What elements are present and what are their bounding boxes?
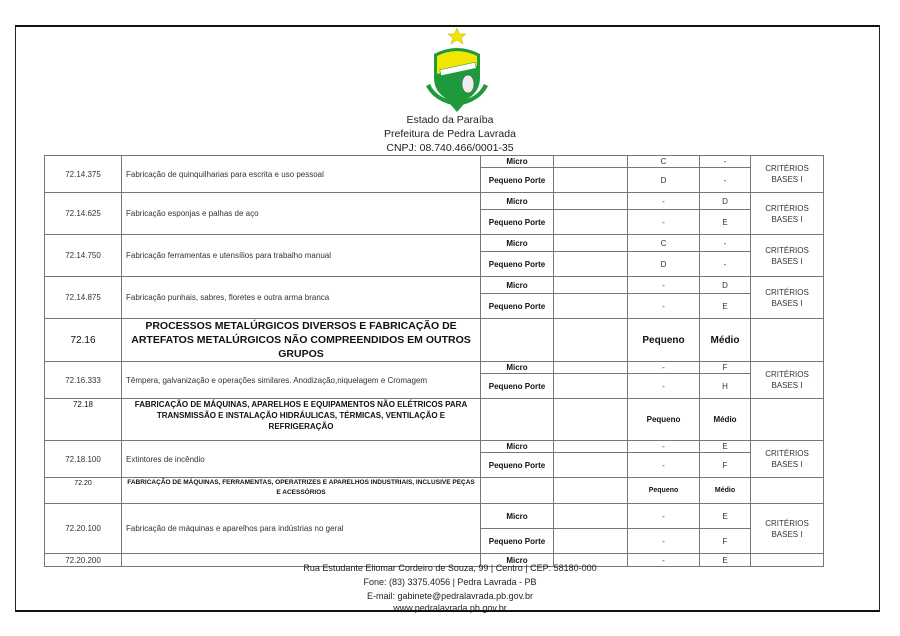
class-small: - <box>628 277 700 294</box>
company-size: Pequeno Porte <box>481 168 554 193</box>
activity-code: 72.16.333 <box>45 362 122 399</box>
table-row <box>45 235 824 252</box>
activity-code: 72.20.200 <box>45 554 122 567</box>
class-medium: E <box>700 294 751 319</box>
empty-cell <box>554 252 628 277</box>
activity-code: 72.14.625 <box>45 193 122 235</box>
empty-cell <box>554 294 628 319</box>
company-size: Pequeno Porte <box>481 529 554 554</box>
group-title: FABRICAÇÃO DE MÁQUINAS, FERRAMENTAS, OPERATRIZES E APARELHOS INDUSTRIAIS, INCLUSIVE PEÇAS E ACESSÓRIOS <box>122 478 481 504</box>
class-small: - <box>628 210 700 235</box>
empty-cell <box>554 277 628 294</box>
group-code: 72.16 <box>45 319 122 362</box>
footer-email: E-mail: gabinete@pedralavrada.pb.gov.br <box>366 591 534 601</box>
class-medium: D <box>700 277 751 294</box>
class-small: D <box>628 252 700 277</box>
footer-address: Rua Estudante Eliomar Cordeiro de Souza, 99 | Centro | CEP: 58180-000 <box>303 563 597 573</box>
city-hall-name: Prefeitura de Pedra Lavrada <box>384 128 516 140</box>
group-code: 72.18 <box>45 399 122 441</box>
header-small: Pequeno <box>628 399 700 441</box>
class-small: - <box>628 362 700 374</box>
class-small: C <box>628 235 700 252</box>
criteria: CRITÉRIOS BASES I <box>751 235 824 277</box>
criteria: CRITÉRIOS BASES I <box>751 277 824 319</box>
company-size: Pequeno Porte <box>481 252 554 277</box>
table-row <box>45 193 824 210</box>
activity-code: 72.20.100 <box>45 504 122 554</box>
company-size: Pequeno Porte <box>481 453 554 478</box>
footer-website: www.pedralavrada.pb.gov.br <box>393 603 507 613</box>
class-medium: F <box>700 529 751 554</box>
company-size: Micro <box>481 441 554 453</box>
class-small: - <box>628 294 700 319</box>
activities-table <box>44 155 824 567</box>
group-title: FABRICAÇÃO DE MÁQUINAS, APARELHOS E EQUIPAMENTOS NÃO ELÉTRICOS PARA TRANSMISSÃO E INSTALAÇÃO HIDRÁULICAS, TÉRMICAS, VENTILAÇÃO E REFRIGERAÇÃO <box>122 399 481 441</box>
class-small: - <box>628 554 700 567</box>
class-small: - <box>628 441 700 453</box>
group-header-row <box>45 478 824 504</box>
header-medium: Médio <box>700 478 751 504</box>
activity-description: Fabricação de máquinas e aparelhos para indústrias no geral <box>122 504 481 554</box>
class-medium: F <box>700 362 751 374</box>
class-medium: - <box>700 156 751 168</box>
company-size: Micro <box>481 504 554 529</box>
state-name: Estado da Paraíba <box>406 114 494 126</box>
empty-cell <box>481 478 554 504</box>
empty-cell <box>751 399 824 441</box>
company-size: Micro <box>481 277 554 294</box>
company-size: Micro <box>481 193 554 210</box>
class-medium: E <box>700 210 751 235</box>
header-small: Pequeno <box>628 319 700 362</box>
company-size: Micro <box>481 362 554 374</box>
empty-cell <box>481 319 554 362</box>
group-code: 72.20 <box>45 478 122 504</box>
activity-description: Fabricação punhais, sabres, floretes e outra arma branca <box>122 277 481 319</box>
empty-cell <box>751 319 824 362</box>
empty-cell <box>554 235 628 252</box>
company-size: Pequeno Porte <box>481 374 554 399</box>
activity-code: 72.18.100 <box>45 441 122 478</box>
class-small: - <box>628 529 700 554</box>
coat-of-arms-logo <box>422 26 492 112</box>
class-small: D <box>628 168 700 193</box>
table-row <box>45 156 824 168</box>
empty-cell <box>554 529 628 554</box>
activity-description: Têmpera, galvanização e operações similares. Anodização,niquelagem e Cromagem <box>122 362 481 399</box>
table-row <box>45 277 824 294</box>
class-medium: E <box>700 504 751 529</box>
empty-cell <box>554 193 628 210</box>
activity-code: 72.14.750 <box>45 235 122 277</box>
header-small: Pequeno <box>628 478 700 504</box>
class-medium: E <box>700 441 751 453</box>
group-header-row <box>45 399 824 441</box>
class-medium: H <box>700 374 751 399</box>
class-medium: - <box>700 235 751 252</box>
criteria: CRITÉRIOS BASES I <box>751 193 824 235</box>
company-size: Pequeno Porte <box>481 210 554 235</box>
empty-cell <box>554 478 628 504</box>
class-medium: D <box>700 193 751 210</box>
table-row <box>45 362 824 374</box>
empty-cell <box>554 362 628 374</box>
criteria: CRITÉRIOS BASES I <box>751 441 824 478</box>
empty-cell <box>481 399 554 441</box>
activity-description: Extintores de incêndio <box>122 441 481 478</box>
company-size: Micro <box>481 554 554 567</box>
activity-description: Fabricação ferramentas e utensílios para trabalho manual <box>122 235 481 277</box>
footer-phone: Fone: (83) 3375.4056 | Pedra Lavrada - PB <box>363 577 537 587</box>
criteria: CRITÉRIOS BASES I <box>751 504 824 554</box>
empty-cell <box>554 441 628 453</box>
class-small: - <box>628 374 700 399</box>
class-medium: - <box>700 252 751 277</box>
empty-cell <box>554 168 628 193</box>
group-title: PROCESSOS METALÚRGICOS DIVERSOS E FABRICAÇÃO DE ARTEFATOS METALÚRGICOS NÃO COMPREENDIDOS EM OUTROS GRUPOS <box>122 319 481 362</box>
activity-code: 72.14.875 <box>45 277 122 319</box>
empty-cell <box>554 156 628 168</box>
table-row <box>45 441 824 453</box>
table-row <box>45 504 824 529</box>
criteria: CRITÉRIOS BASES I <box>751 156 824 193</box>
star-icon <box>448 28 466 44</box>
header-medium: Médio <box>700 399 751 441</box>
class-small: - <box>628 193 700 210</box>
activity-description: Fabricação de quinquilharias para escrita e uso pessoal <box>122 156 481 193</box>
activity-code: 72.14.375 <box>45 156 122 193</box>
empty-cell <box>554 319 628 362</box>
header-medium: Médio <box>700 319 751 362</box>
company-size: Micro <box>481 156 554 168</box>
company-size: Micro <box>481 235 554 252</box>
criteria: CRITÉRIOS BASES I <box>751 362 824 399</box>
empty-cell <box>554 453 628 478</box>
cnpj: CNPJ: 08.740.466/0001-35 <box>386 142 514 154</box>
class-small: - <box>628 504 700 529</box>
empty-cell <box>554 399 628 441</box>
empty-cell <box>554 504 628 529</box>
class-medium: - <box>700 168 751 193</box>
class-medium: E <box>700 554 751 567</box>
empty-cell <box>751 478 824 504</box>
class-small: - <box>628 453 700 478</box>
empty-cell <box>554 374 628 399</box>
class-small: C <box>628 156 700 168</box>
empty-cell <box>554 210 628 235</box>
company-size: Pequeno Porte <box>481 294 554 319</box>
activity-description: Fabricação esponjas e palhas de aço <box>122 193 481 235</box>
class-medium: F <box>700 453 751 478</box>
group-header-row <box>45 319 824 362</box>
